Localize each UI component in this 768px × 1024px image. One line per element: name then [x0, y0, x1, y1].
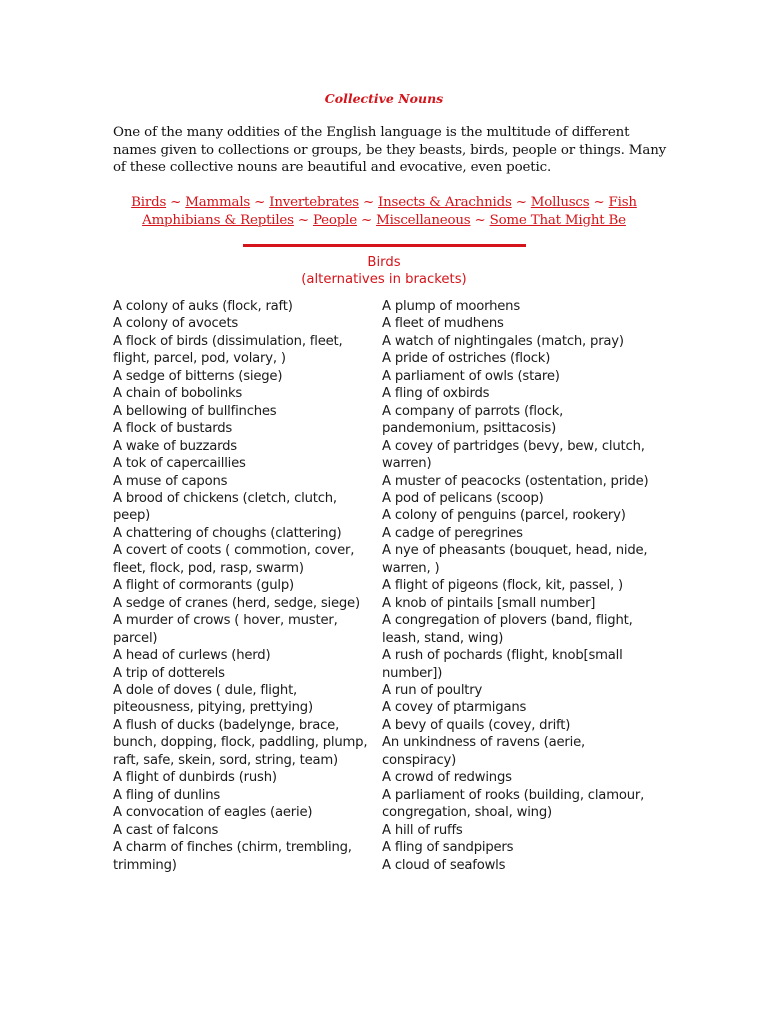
bird-entry: A fling of dunlins [113, 787, 221, 803]
bird-list-left-column [113, 298, 375, 874]
nav-link-birds[interactable]: Birds [131, 195, 167, 210]
category-nav-row-2 [100, 212, 668, 230]
bird-entry: A flock of birds (dissimulation, fleet, flight, parcel, pod, volary, ) [113, 333, 343, 367]
section-heading [0, 254, 768, 289]
nav-separator: ~ [356, 212, 377, 228]
bird-entry: A muse of capons [113, 473, 228, 489]
bird-entry: A covey of partridges (bevy, bew, clutch, warren) [382, 438, 645, 472]
bird-entry: A cadge of peregrines [382, 525, 523, 541]
nav-separator: ~ [166, 195, 186, 210]
bird-entry: A convocation of eagles (aerie) [113, 805, 313, 821]
nav-separator: ~ [250, 195, 270, 210]
nav-separator: ~ [511, 195, 531, 210]
bird-entry: An unkindness of ravens (aerie, conspiracy) [382, 735, 585, 768]
bird-entry: A fling of sandpipers [382, 840, 514, 856]
bird-entry: A congregation of plovers (band, flight, leash, stand, wing) [382, 613, 633, 646]
nav-link-mammals[interactable]: Mammals [185, 195, 251, 210]
bird-entry: A murder of crows ( hover, muster, parcel) [113, 613, 338, 646]
bird-entry: A parliament of rooks (building, clamour, congregation, shoal, wing) [382, 787, 645, 821]
section-title: Birds [367, 255, 401, 270]
bird-entry: A sedge of cranes (herd, sedge, siege) [113, 595, 360, 611]
bird-entry: A pod of pelicans (scoop) [382, 490, 544, 506]
bird-entry: A watch of nightingales (match, pray) [382, 333, 624, 349]
bird-entry: A run of poultry [382, 682, 483, 698]
nav-link-people[interactable]: People [312, 212, 357, 228]
bird-entry: A flight of pigeons (flock, kit, passel, ) [382, 578, 623, 594]
bird-entry: A parliament of owls (stare) [382, 368, 560, 384]
bird-entry: A knob of pintails [small number] [382, 595, 596, 611]
bird-entry: A colony of auks (flock, raft) [113, 299, 293, 314]
bird-entry: A flight of cormorants (gulp) [113, 578, 294, 594]
bird-entry: A cast of falcons [113, 822, 219, 838]
bird-entry: A colony of avocets [113, 316, 239, 332]
bird-entry: A fling of oxbirds [382, 386, 490, 402]
nav-link-invertebrates[interactable]: Invertebrates [269, 195, 359, 210]
bird-entry: A crowd of redwings [382, 770, 512, 786]
nav-separator: ~ [358, 195, 379, 210]
bird-entry: A plump of moorhens [382, 299, 520, 314]
nav-link-fish[interactable]: Fish [608, 195, 637, 210]
nav-separator: ~ [589, 195, 609, 210]
bird-entry: A sedge of bitterns (siege) [113, 368, 283, 384]
category-nav-row-1 [100, 194, 668, 212]
bird-entry: A muster of peacocks (ostentation, pride) [382, 473, 649, 489]
bird-entry: A tok of capercaillies [113, 456, 246, 472]
nav-link-amphibians-and-reptiles[interactable]: Amphibians & Reptiles [142, 212, 294, 228]
bird-entry: A bevy of quails (covey, drift) [382, 717, 571, 733]
bird-entry: A chattering of choughs (clattering) [113, 525, 342, 541]
section-divider [243, 244, 526, 247]
bird-list-right-column [382, 298, 654, 874]
bird-entry: A pride of ostriches (flock) [382, 351, 551, 367]
intro-text: One of the many oddities of the English language is the multitude of different names given to collections or groups, be they beasts, birds, people or things. Many of these collective nouns are beautiful and evocative, even poetic. [113, 125, 667, 176]
bird-entry: A colony of penguins (parcel, rookery) [382, 508, 626, 524]
intro-paragraph [113, 124, 673, 177]
bird-entry: A chain of bobolinks [113, 386, 243, 402]
nav-link-some-that-might-be[interactable]: Some That Might Be [489, 212, 626, 228]
nav-link-miscellaneous[interactable]: Miscellaneous [376, 212, 471, 228]
section-subtitle: (alternatives in brackets) [301, 272, 467, 288]
bird-entry: A rush of pochards (flight, knob[small number]) [382, 648, 623, 681]
bird-entry: A bellowing of bullfinches [113, 403, 277, 419]
nav-separator: ~ [293, 212, 313, 228]
bird-entry: A covert of coots ( commotion, cover, fleet, flock, pod, rasp, swarm) [113, 543, 355, 576]
bird-entry: A trip of dotterels [113, 665, 225, 681]
bird-entry: A cloud of seafowls [382, 857, 506, 873]
nav-link-insects-and-arachnids[interactable]: Insects & Arachnids [378, 195, 512, 210]
bird-entry: A covey of ptarmigans [382, 700, 527, 716]
page-title: Collective Nouns [324, 91, 444, 106]
category-nav [100, 194, 668, 229]
bird-entry: A flock of bustards [113, 421, 233, 437]
bird-entry: A wake of buzzards [113, 438, 237, 454]
bird-entry: A fleet of mudhens [382, 316, 504, 332]
nav-separator: ~ [470, 212, 490, 228]
bird-entry: A nye of pheasants (bouquet, head, nide, warren, ) [382, 543, 648, 576]
bird-entry: A company of parrots (flock, pandemonium, psittacosis) [382, 403, 564, 437]
nav-link-molluscs[interactable]: Molluscs [530, 195, 590, 210]
bird-entry: A flight of dunbirds (rush) [113, 770, 277, 786]
bird-entry: A flush of ducks (badelynge, brace, bunch, dopping, flock, paddling, plump, raft, safe, skein, sord, string, team) [113, 717, 368, 768]
bird-entry: A hill of ruffs [382, 822, 463, 838]
bird-entry: A brood of chickens (cletch, clutch, peep) [113, 490, 337, 524]
bird-entry: A charm of finches (chirm, trembling, trimming) [113, 840, 352, 873]
bird-entry: A head of curlews (herd) [113, 648, 271, 664]
bird-entry: A dole of doves ( dule, flight, piteousness, pitying, prettying) [113, 682, 313, 716]
